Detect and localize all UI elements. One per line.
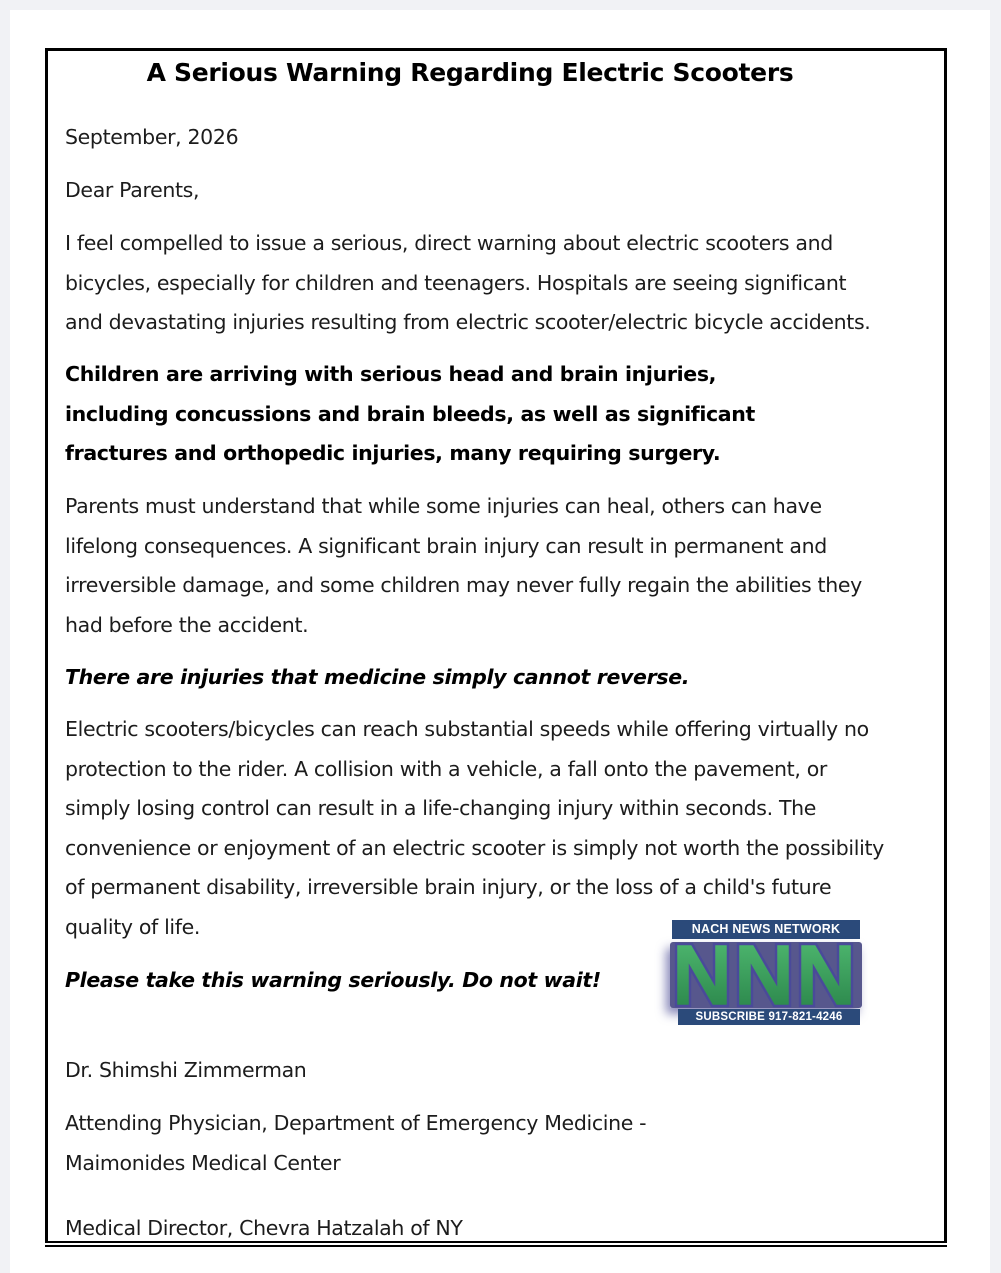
watermark-letters-block bbox=[670, 942, 862, 1008]
signature-name: Dr. Shimshi Zimmerman bbox=[65, 1058, 307, 1082]
salutation: Dear Parents, bbox=[65, 178, 200, 202]
signature-title-emergency: Attending Physician, Department of Emergency Medicine - Maimonides Medical Center bbox=[65, 1111, 647, 1175]
nnn-letters-graphic bbox=[670, 942, 862, 1008]
emphasis-cannot-reverse: There are injuries that medicine simply cannot reverse. bbox=[65, 665, 690, 689]
document-title: A Serious Warning Regarding Electric Scooters bbox=[146, 58, 794, 87]
paragraph-speed-risk: Electric scooters/bicycles can reach substantial speeds while offering virtually no protection to the rider. A collision with a vehicle, a fall onto the pavement, or simply losing control can result in a life-changing injury within seconds. The convenience or enjoyment of an electric scooter is simply not worth the possibility of permanent disability, irreversible brain injury, or the loss of a child's future quality of life. bbox=[65, 717, 884, 939]
nnn-watermark-logo bbox=[666, 920, 862, 1030]
svg-text:NNN: NNN bbox=[764, 982, 768, 983]
signature-title-hatzalah: Medical Director, Chevra Hatzalah of NY bbox=[65, 1216, 463, 1240]
watermark-subscribe-number: SUBSCRIBE 917-821-4246 bbox=[678, 1009, 860, 1025]
watermark-network-name: NACH NEWS NETWORK bbox=[672, 920, 860, 939]
paragraph-warning-intro: I feel compelled to issue a serious, direct warning about electric scooters and bicycles, especially for children and teenagers. Hospitals are seeing significant and devastating injuries resulting from electric scooter/electric bicycle accidents. bbox=[65, 231, 871, 334]
letter-date: September, 2026 bbox=[65, 125, 239, 149]
paragraph-consequences: Parents must understand that while some injuries can heal, others can have lifelong consequences. A significant brain injury can result in permanent and irreversible damage, and some children may never fully regain the abilities they had before the accident. bbox=[65, 494, 862, 637]
paragraph-injuries: Children are arriving with serious head and brain injuries, including concussions and brain bleeds, as well as significant fractures and orthopedic injuries, many requiring surgery. bbox=[65, 362, 755, 465]
document-page bbox=[10, 10, 990, 1273]
emphasis-take-seriously: Please take this warning seriously. Do not wait! bbox=[65, 968, 601, 992]
